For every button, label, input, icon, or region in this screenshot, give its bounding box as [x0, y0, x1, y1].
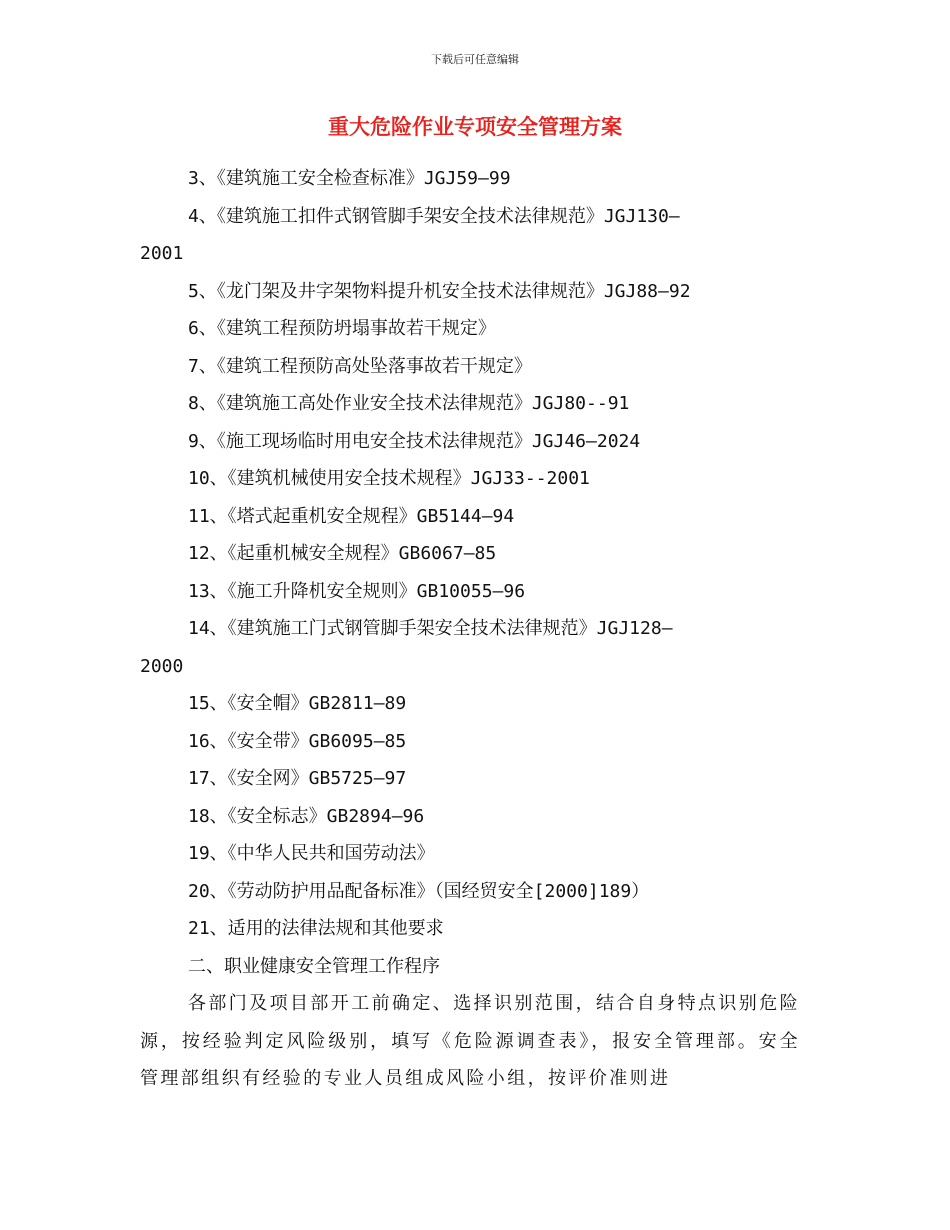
list-item: 20、《劳动防护用品配备标准》（国经贸安全[2000]189）	[188, 880, 650, 902]
list-item: 4、《建筑施工扣件式钢管脚手架安全技术法律规范》JGJ130—	[188, 205, 680, 227]
list-item: 10、《建筑机械使用安全技术规程》JGJ33--2001	[188, 468, 590, 489]
list-item: 3、《建筑施工安全检查标准》JGJ59—99	[188, 168, 511, 189]
list-item: 19、《中华人民共和国劳动法》	[188, 843, 435, 864]
header-note: 下载后可任意编辑	[431, 53, 519, 66]
list-item: 12、《起重机械安全规程》GB6067—85	[188, 543, 497, 564]
document-body	[140, 160, 800, 1098]
list-item: 11、《塔式起重机安全规程》GB5144—94	[188, 505, 515, 527]
list-item: 5、《龙门架及井字架物料提升机安全技术法律规范》JGJ88—92	[188, 280, 691, 302]
body-paragraph: 各部门及项目部开工前确定、选择识别范围，结合自身特点识别危险源，按经验判定风险级别，填写《危险源调查表》，报安全管理部。安全管理部组织有经验的专业人员组成风险小组，按评价准则进	[140, 993, 800, 1089]
list-item: 16、《安全带》GB6095—85	[188, 730, 407, 752]
list-item: 18、《安全标志》GB2894—96	[188, 805, 425, 827]
list-item: 14、《建筑施工门式钢管脚手架安全技术法律规范》JGJ128—	[188, 618, 673, 639]
list-item: 15、《安全帽》GB2811—89	[188, 693, 407, 714]
list-item: 21、适用的法律法规和其他要求	[188, 918, 444, 939]
list-item-continuation: 2000	[140, 655, 184, 677]
list-item: 7、《建筑工程预防高处坠落事故若干规定》	[188, 355, 532, 377]
list-item: 6、《建筑工程预防坍塌事故若干规定》	[188, 318, 496, 339]
list-item: 17、《安全网》GB5725—97	[188, 768, 407, 789]
list-item: 9、《施工现场临时用电安全技术法律规范》JGJ46—2024	[188, 430, 641, 452]
section-heading: 二、职业健康安全管理工作程序	[188, 955, 440, 977]
list-item: 13、《施工升降机安全规则》GB10055—96	[188, 580, 526, 602]
list-item-continuation: 2001	[140, 243, 184, 264]
document-title: 重大危险作业专项安全管理方案	[328, 115, 622, 139]
list-item: 8、《建筑施工高处作业安全技术法律规范》JGJ80--91	[188, 393, 630, 414]
